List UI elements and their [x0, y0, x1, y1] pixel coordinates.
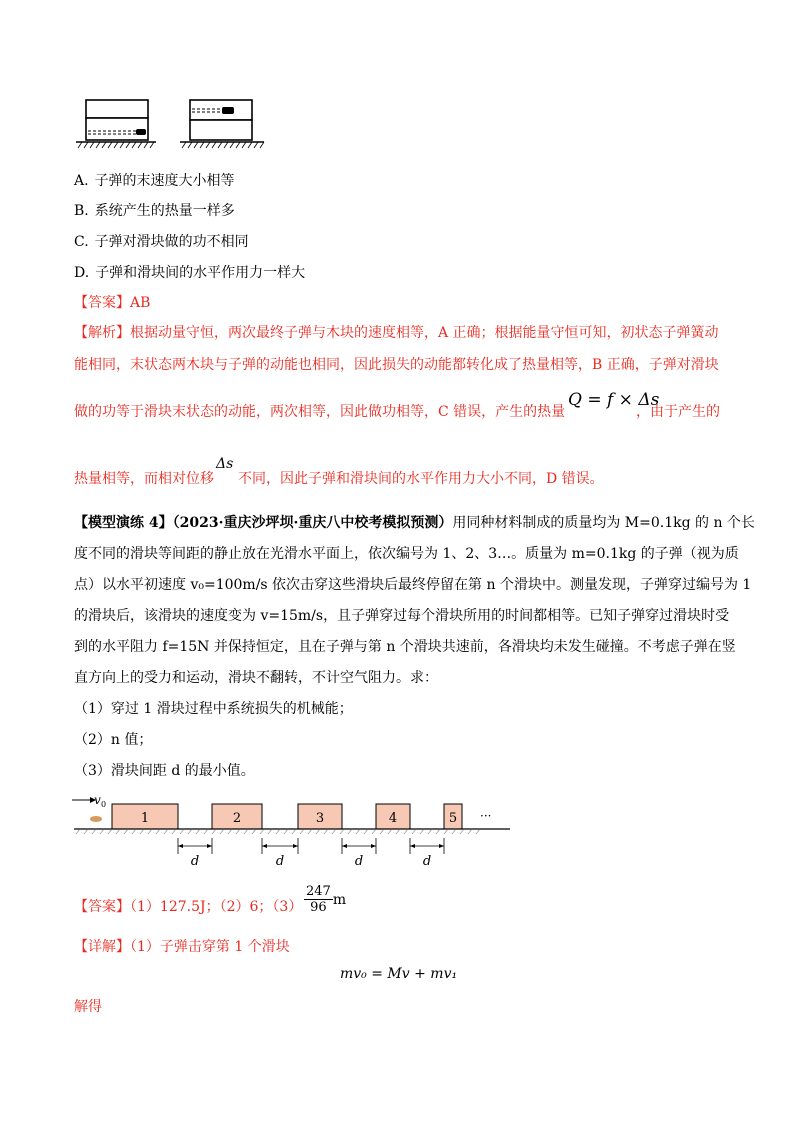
- bullet-icon: [90, 816, 102, 822]
- bullet-left: [136, 129, 146, 135]
- exercise-line-6: 直方向上的受力和运动，滑块不翻转，不计空气阻力。求：: [74, 670, 438, 686]
- answer-line: 【答案】AB: [74, 295, 151, 311]
- momentum-equation: mv₀ = Mv + mv₁: [340, 966, 458, 982]
- slider-label-4: 4: [388, 811, 398, 826]
- exercise-line-4: 的滑块后，该滑块的速度变为 v=15m/s，且子弹穿过每个滑块所用的时间都相等。已知子弹穿过滑块时受: [74, 608, 730, 624]
- answer-fraction: $\frac{247}{96}$ m: [306, 884, 347, 915]
- left-block-diagram: [76, 100, 156, 148]
- analysis-line-4b: 不同，因此子弹和滑块间的水平作用力大小不同，D 错误。: [238, 471, 604, 487]
- delta-s-symbol: Δs: [216, 456, 234, 472]
- question-2: （2）n 值；: [74, 732, 153, 748]
- analysis-line-1: 【解析】根据动量守恒，两次最终子弹与木块的速度相等，A 正确；根据能量守恒可知，初状态子弹簧动: [74, 325, 719, 341]
- heat-formula: Q = f × Δs: [568, 390, 660, 410]
- ellipsis: ···: [480, 809, 492, 823]
- option-b: B. 系统产生的热量一样多: [74, 203, 235, 219]
- right-block-diagram: [180, 100, 264, 148]
- slider-label-3: 3: [315, 811, 325, 826]
- slider-label-2: 2: [232, 811, 242, 826]
- bullet-block-figure: [74, 92, 274, 158]
- sliders-figure: [70, 792, 520, 868]
- exercise-line-3: 点）以水平初速度 v₀=100m/s 依次击穿这些滑块后最终停留在第 n 个滑块中。测量发现，子弹穿过编号为 1: [74, 577, 752, 593]
- exercise-line-1: 【模型演练 4】（2023·重庆沙坪坝·重庆八中校考模拟预测）用同种材料制成的质量均为 M=0.1kg 的 n 个长: [74, 515, 755, 531]
- analysis-line-4a: 热量相等，而相对位移: [74, 471, 214, 487]
- velocity-sub: 0: [101, 800, 107, 809]
- answer-2-line: 【答案】（1）127.5J；（2）6；（3）: [74, 899, 303, 915]
- analysis-line-3-end: ，由于产生的: [636, 404, 720, 420]
- solve-label: 解得: [74, 999, 102, 1015]
- bullet-right: [222, 107, 234, 114]
- option-a: A. 子弹的末速度大小相等: [74, 173, 235, 189]
- exercise-line-5: 到的水平阻力 f=15N 并保持恒定，且在子弹与第 n 个滑块共速前，各滑块均未发生碰撞。不考虑子弹在竖: [74, 639, 736, 655]
- gap-label-3: d: [354, 854, 364, 868]
- velocity-label: v: [94, 793, 101, 807]
- analysis-line-3: 做的功等于滑块末状态的动能，两次相等，因此做功相等，C 错误，产生的热量: [74, 404, 566, 420]
- slider-label-5: 5: [448, 811, 458, 826]
- detail-line: 【详解】（1）子弹击穿第 1 个滑块: [74, 939, 290, 955]
- exercise-line-2: 度不同的滑块等间距的静止放在光滑水平面上，依次编号为 1、2、3…。质量为 m=0.1kg 的子弹（视为质: [74, 546, 739, 562]
- gap-label-4: d: [422, 854, 432, 868]
- analysis-line-2: 能相同，末状态两木块与子弹的动能也相同，因此损失的动能都转化成了热量相等，B 正确，子弹对滑块: [74, 357, 719, 373]
- question-3: （3）滑块间距 d 的最小值。: [74, 763, 255, 779]
- option-d: D. 子弹和滑块间的水平作用力一样大: [74, 265, 306, 281]
- gap-label-1: d: [190, 854, 200, 868]
- gap-label-2: d: [275, 854, 285, 868]
- option-c: C. 子弹对滑块做的功不相同: [74, 234, 249, 250]
- slider-label-1: 1: [140, 811, 150, 826]
- question-1: （1）穿过 1 滑块过程中系统损失的机械能；: [74, 701, 353, 717]
